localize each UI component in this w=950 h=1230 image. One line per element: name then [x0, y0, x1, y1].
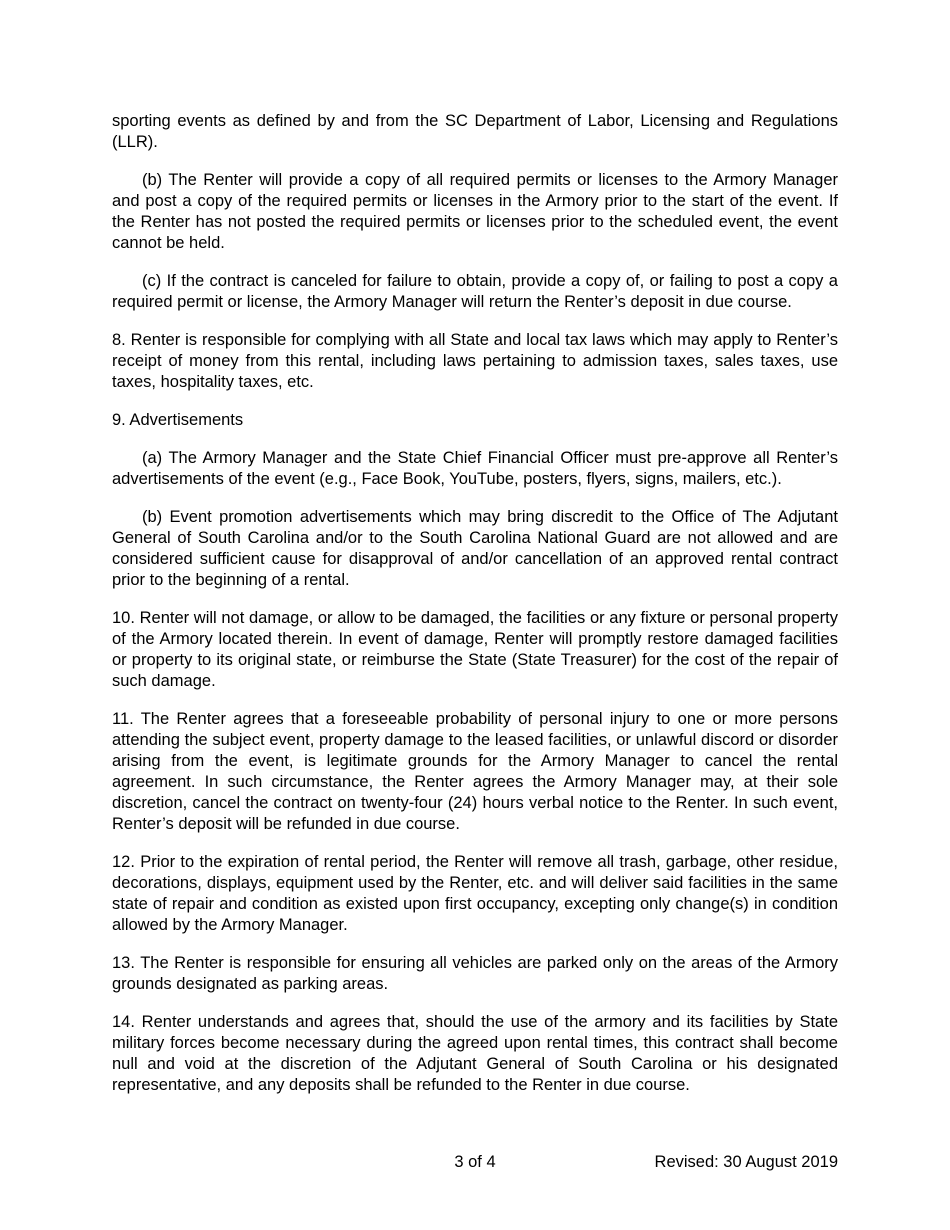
paragraph-13: 13. The Renter is responsible for ensuring all vehicles are parked only on the areas of the Armory grounds designated as parking areas.: [112, 954, 838, 993]
paragraph-continuation: sporting events as defined by and from the SC Department of Labor, Licensing and Regulations (LLR).: [112, 112, 838, 151]
page-number: 3 of 4: [454, 1153, 496, 1171]
paragraph-9b: (b) Event promotion advertisements which may bring discredit to the Office of The Adjutant General of South Carolina and/or to the South Carolina National Guard are not allowed and are considered sufficient cause for disapproval of and/or cancellation of an approved rental contract prior to the beginning of a rental.: [112, 508, 838, 589]
paragraph-10: 10. Renter will not damage, or allow to be damaged, the facilities or any fixture or personal property of the Armory located therein. In event of damage, Renter will promptly restore damaged facilities or property to its original state, or reimburse the State (State Treasurer) for the cost of the repair of such damage.: [112, 609, 838, 690]
document-content: [112, 111, 838, 1113]
revision-date: Revised: 30 August 2019: [654, 1153, 838, 1171]
paragraph-11: 11. The Renter agrees that a foreseeable probability of personal injury to one or more persons attending the subject event, property damage to the leased facilities, or unlawful discord or disorder arising from the event, is legitimate grounds for the Armory Manager to cancel the rental agreement. In such circumstance, the Renter agrees the Armory Manager may, at their sole discretion, cancel the contract on twenty-four (24) hours verbal notice to the Renter. In such event, Renter’s deposit will be refunded in due course.: [112, 710, 838, 833]
paragraph-7b: (b) The Renter will provide a copy of all required permits or licenses to the Armory Manager and post a copy of the required permits or licenses in the Armory prior to the start of the event. If the Renter has not posted the required permits or licenses prior to the scheduled event, the event cannot be held.: [112, 171, 838, 252]
page-footer: [112, 1152, 838, 1173]
paragraph-9a: (a) The Armory Manager and the State Chief Financial Officer must pre-approve all Renter’s advertisements of the event (e.g., Face Book, YouTube, posters, flyers, signs, mailers, etc.).: [112, 449, 838, 488]
paragraph-7c: (c) If the contract is canceled for failure to obtain, provide a copy of, or failing to post a copy a required permit or license, the Armory Manager will return the Renter’s deposit in due course.: [112, 272, 838, 311]
paragraph-9-heading: 9. Advertisements: [112, 411, 244, 429]
paragraph-8: 8. Renter is responsible for complying with all State and local tax laws which may apply to Renter’s receipt of money from this rental, including laws pertaining to admission taxes, sales taxes, use taxes, hospitality taxes, etc.: [112, 331, 838, 391]
paragraph-14: 14. Renter understands and agrees that, should the use of the armory and its facilities by State military forces become necessary during the agreed upon rental times, this contract shall become null and void at the discretion of the Adjutant General of South Carolina or his designated representative, and any deposits shall be refunded to the Renter in due course.: [112, 1013, 838, 1094]
paragraph-12: 12. Prior to the expiration of rental period, the Renter will remove all trash, garbage, other residue, decorations, displays, equipment used by the Renter, etc. and will deliver said facilities in the same state of repair and condition as existed upon first occupancy, excepting only change(s) in condition allowed by the Armory Manager.: [112, 853, 838, 934]
